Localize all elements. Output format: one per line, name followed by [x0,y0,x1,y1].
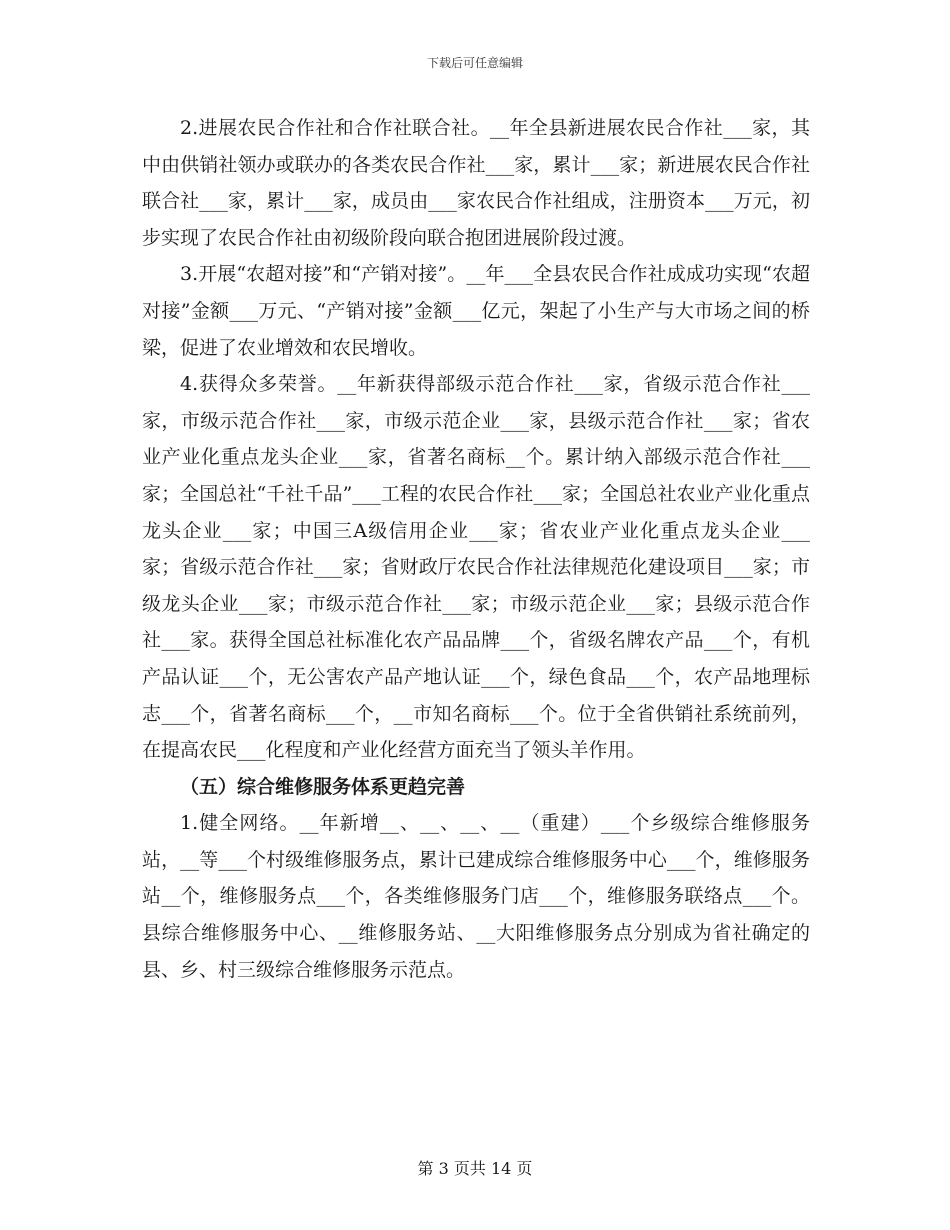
paragraph-market-docking: 3.开展“农超对接”和“产销对接”。__年___全县农民合作社成成功实现“农超对接”金额___万元、“产销对接”金额___亿元，架起了小生产与大市场之间的桥梁，促进了农业增效和农民增收。 [142,263,810,359]
page-number: 第 3 页共 14 页 [417,1159,533,1178]
paragraph-honors: 4.获得众多荣誉。__年新获得部级示范合作社___家，省级示范合作社___家，市级示范合作社___家，市级示范企业___家，县级示范合作社___家；省农业产业化重点龙头企业___家，省著名商标__个。累计纳入部级示范合作社___家；全国总社“千社千品”___工程的农民合作社___家；全国总社农业产业化重点龙头企业___家；中国三A级信用企业___家；省农业产业化重点龙头企业___家；省级示范合作社___家；省财政厅农民合作社法律规范化建设项目___家；市级龙头企业___家；市级示范合作社___家；市级示范企业___家；县级示范合作社___家。获得全国总社标准化农产品品牌___个，省级名牌农产品___个，有机产品认证___个，无公害农产品产地认证___个，绿色食品___个，农产品地理标志___个，省著名商标___个，__市知名商标___个。位于全省供销社系统前列，在提高农民___化程度和产业化经营方面充当了领头羊作用。 [142,373,810,762]
document-body [142,110,810,988]
section-heading: （五）综合维修服务体系更趋完善 [180,775,466,798]
paragraph-cooperative-development: 2.进展农民合作社和合作社联合社。__年全县新进展农民合作社___家，其中由供销社领办或联办的各类农民合作社___家，累计___家；新进展农民合作社联合社___家，累计___家，成员由___家农民合作社组成，注册资本___万元，初步实现了农民合作社由初级阶段向联合抱团进展阶段过渡。 [142,117,810,249]
paragraph-repair-network: 1.健全网络。__年新增__、__、__、__（重建）___个乡级综合维修服务站，__等___个村级维修服务点，累计已建成综合维修服务中心___个，维修服务站__个，维修服务点___个，各类维修服务门店___个，维修服务联络点___个。县综合维修服务中心、__维修服务站、__大阳维修服务点分别成为省社确定的县、乡、村三级综合维修服务示范点。 [142,812,810,981]
page-header-note: 下载后可任意编辑 [426,56,523,70]
